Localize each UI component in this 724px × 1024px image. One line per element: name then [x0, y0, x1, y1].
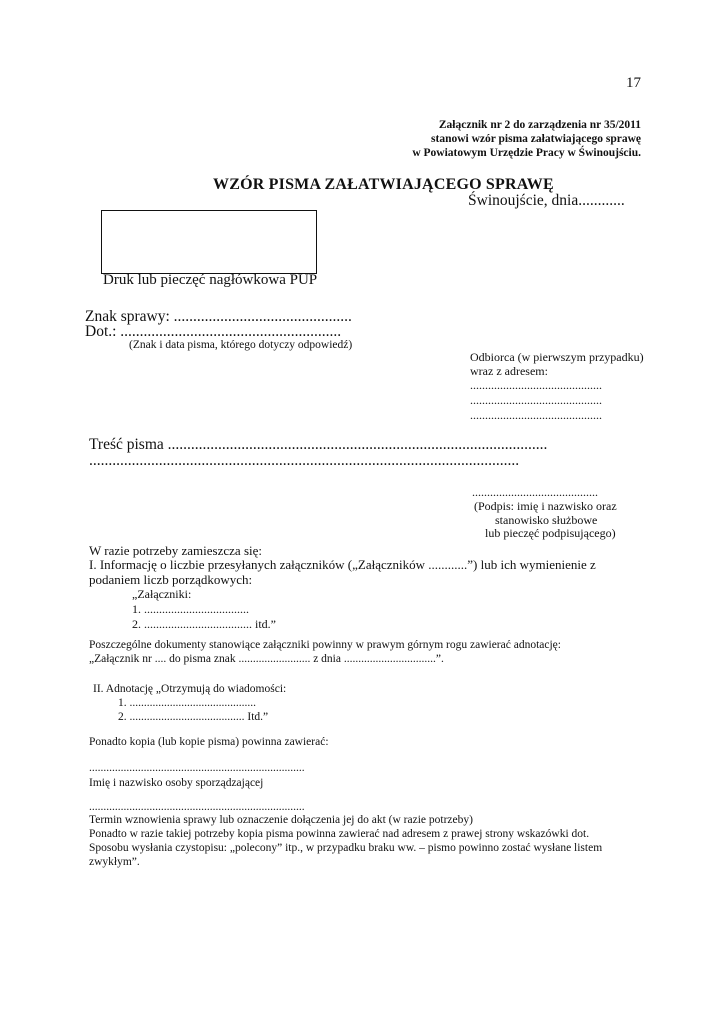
final-note-2: Sposobu wysłania czystopisu: „polecony” itp., w przypadku braku ww. – pismo powinno zostać wysłane listem	[89, 842, 603, 854]
annex-line-3: w Powiatowym Urzędzie Pracy w Świnoujściu.	[412, 147, 641, 159]
signature-dots: ..........................................	[472, 485, 598, 499]
document-title: WZÓR PISMA ZAŁATWIAJĄCEGO SPRAWĘ	[213, 176, 554, 193]
resumption-label: Termin wznowienia sprawy lub oznaczenie dołączenia jej do akt (w razie potrzeby)	[89, 814, 473, 826]
annotation-rule-1: Poszczególne dokumenty stanowiące załączniki powinny w prawym górnym rogu zawierać adnotację:	[89, 639, 561, 651]
content-label: Treść pisma ..................................................................................................	[89, 436, 548, 453]
stamp-box	[101, 210, 317, 274]
section2-label: II. Adnotację „Otrzymują do wiadomości:	[93, 683, 287, 695]
section2-item-1: 1. ............................................	[118, 697, 256, 709]
annex-line-1: Załącznik nr 2 do zarządzenia nr 35/2011	[438, 119, 641, 131]
preparer-dots: ...........................................................................	[89, 762, 305, 774]
annotation-rule-2: „Załącznik nr .... do pisma znak ......................... z dnia ................................”.	[89, 653, 444, 665]
section-intro: W razie potrzeby zamieszcza się:	[89, 543, 262, 558]
final-note-3: zwykłym”.	[89, 856, 140, 868]
copy-note: Ponadto kopia (lub kopie pisma) powinna zawierać:	[89, 736, 329, 748]
recipient-label-2: wraz z adresem:	[470, 364, 548, 378]
preparer-label: Imię i nazwisko osoby sporządzającej	[89, 777, 264, 789]
signature-label-1: (Podpis: imię i nazwisko oraz	[474, 499, 617, 513]
signature-label-2: stanowisko służbowe	[495, 513, 598, 527]
attachments-label: „Załączniki:	[132, 587, 192, 601]
section1-line-2: podaniem liczb porządkowych:	[89, 572, 253, 587]
attachment-item-2: 2. .................................... itd.”	[132, 617, 276, 631]
recipient-label-1: Odbiorca (w pierwszym przypadku)	[470, 350, 644, 364]
stamp-caption: Druk lub pieczęć nagłówkowa PUP	[103, 272, 318, 288]
recipient-line-2: ............................................	[470, 393, 602, 407]
recipient-line-1: ............................................	[470, 378, 602, 392]
section2-item-2: 2. ........................................ Itd.”	[118, 711, 269, 723]
section1-line-1: I. Informację o liczbie przesyłanych załączników („Załączników ............”) lub ich wymienienie z	[89, 557, 596, 572]
place-date: Świnoujście, dnia............	[468, 192, 625, 209]
final-note-1: Ponadto w razie takiej potrzeby kopia pisma powinna zawierać nad adresem z prawej strony wskazówki dot.	[89, 828, 590, 840]
content-line-2: ...............................................................................................................	[89, 452, 520, 469]
concerns-line: Dot.: .........................................................	[85, 323, 342, 340]
case-reference: Znak sprawy: ..............................................	[85, 308, 352, 325]
signature-label-3: lub pieczęć podpisującego)	[485, 526, 616, 540]
resumption-dots: ...........................................................................	[89, 801, 305, 813]
attachment-item-1: 1. ...................................	[132, 602, 249, 616]
concerns-note: (Znak i data pisma, którego dotyczy odpowiedź)	[129, 339, 353, 351]
page-number: 17	[626, 75, 641, 91]
recipient-line-3: ............................................	[470, 408, 602, 422]
annex-line-2: stanowi wzór pisma załatwiającego sprawę	[431, 133, 641, 145]
